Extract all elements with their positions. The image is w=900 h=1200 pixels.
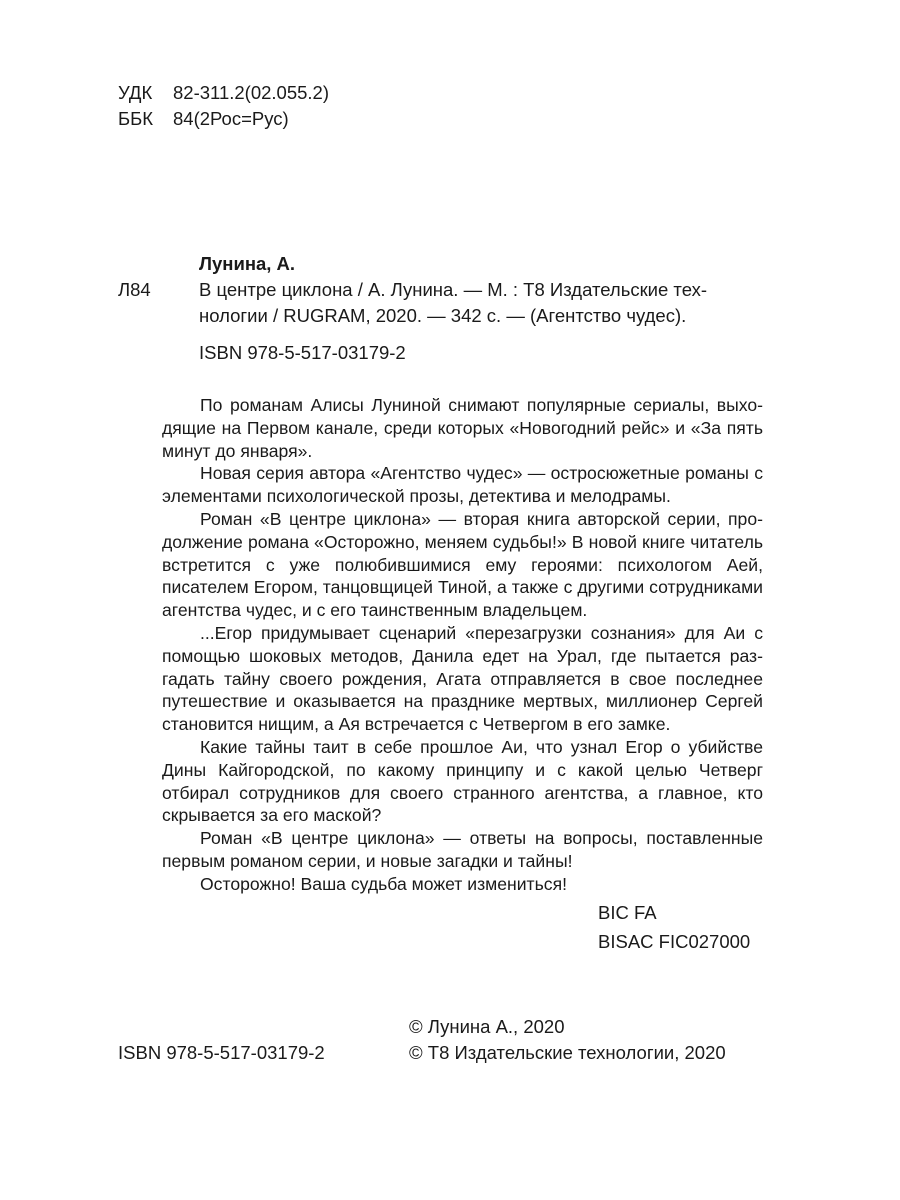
copyright-publisher: © Т8 Издательские технологии, 2020 — [409, 1042, 726, 1063]
bbk-value: 84(2Рос=Рус) — [173, 108, 289, 129]
bic-code: BIC FA — [598, 902, 657, 923]
copyright-author: © Лунина А., 2020 — [409, 1016, 565, 1037]
annotation — [162, 394, 763, 896]
annotation-paragraph: ...Егор придумывает сценарий «перезагрузки сознания» для Аи с помощью шоковых методов, Данила едет на Урал, где пытается разгадать тайну своего рождения, Агата отправляется в свое последнее путешествие и оказывается на празднике мертвых, миллионер Сергей становится нищим, а Ая встречается с Четвергом в его замке. — [162, 622, 763, 735]
udk-line — [118, 80, 329, 106]
annotation-paragraph: Какие тайны таит в себе прошлое Аи, что узнал Егор о убийстве Дины Кайгородской, по какому принципу и с какой целью Четверг отбирал сотрудников для своего странного агентства, а главное, кто скрывается за его маской? — [162, 736, 763, 826]
subject-codes — [598, 898, 750, 956]
bbk-line — [118, 106, 329, 132]
bibliographic-line: нологии / RUGRAM, 2020. — 342 с. — (Агентство чудес). — [199, 305, 687, 326]
bibliographic-description — [199, 277, 762, 329]
annotation-paragraph: Роман «В центре циклона» — вторая книга авторской серии, продолжение романа «Осторожно, меняем судьбы!» В новой книге читатель встретится с уже полюбившимися ему героями: психологом Аей, писателем Егором, танцовщицей Тиной, а также с другими сотрудниками агентства чудес, и с его таинственным владельцем. — [162, 508, 763, 621]
library-code: Л84 — [118, 279, 151, 300]
annotation-paragraph: По романам Алисы Луниной снимают популярные сериалы, выходящие на Первом канале, среди которых «Новогодний рейс» и «За пять минут до января». — [162, 395, 763, 461]
udk-value: 82-311.2(02.055.2) — [173, 82, 329, 103]
udk-label: УДК — [118, 82, 153, 103]
bisac-code: BISAC FIC027000 — [598, 931, 751, 952]
isbn-bottom: ISBN 978-5-517-03179-2 — [118, 1042, 325, 1063]
bibliographic-line: В центре циклона / А. Лунина. — М. : Т8 Издательские тех- — [199, 279, 707, 300]
classification-block — [118, 80, 329, 132]
annotation-paragraph: Осторожно! Ваша судьба может измениться! — [200, 873, 567, 894]
copyright-block — [409, 1014, 726, 1066]
author-heading: Лунина, А. — [199, 253, 296, 274]
annotation-paragraph: Новая серия автора «Агентство чудес» — остросюжетные романы с элементами психологической прозы, детектива и мелодрамы. — [162, 463, 763, 507]
isbn: ISBN 978-5-517-03179-2 — [199, 342, 406, 363]
bbk-label: ББК — [118, 108, 154, 129]
annotation-paragraph: Роман «В центре циклона» — ответы на вопросы, поставленные первым романом серии, и новые загадки и тайны! — [162, 828, 763, 871]
